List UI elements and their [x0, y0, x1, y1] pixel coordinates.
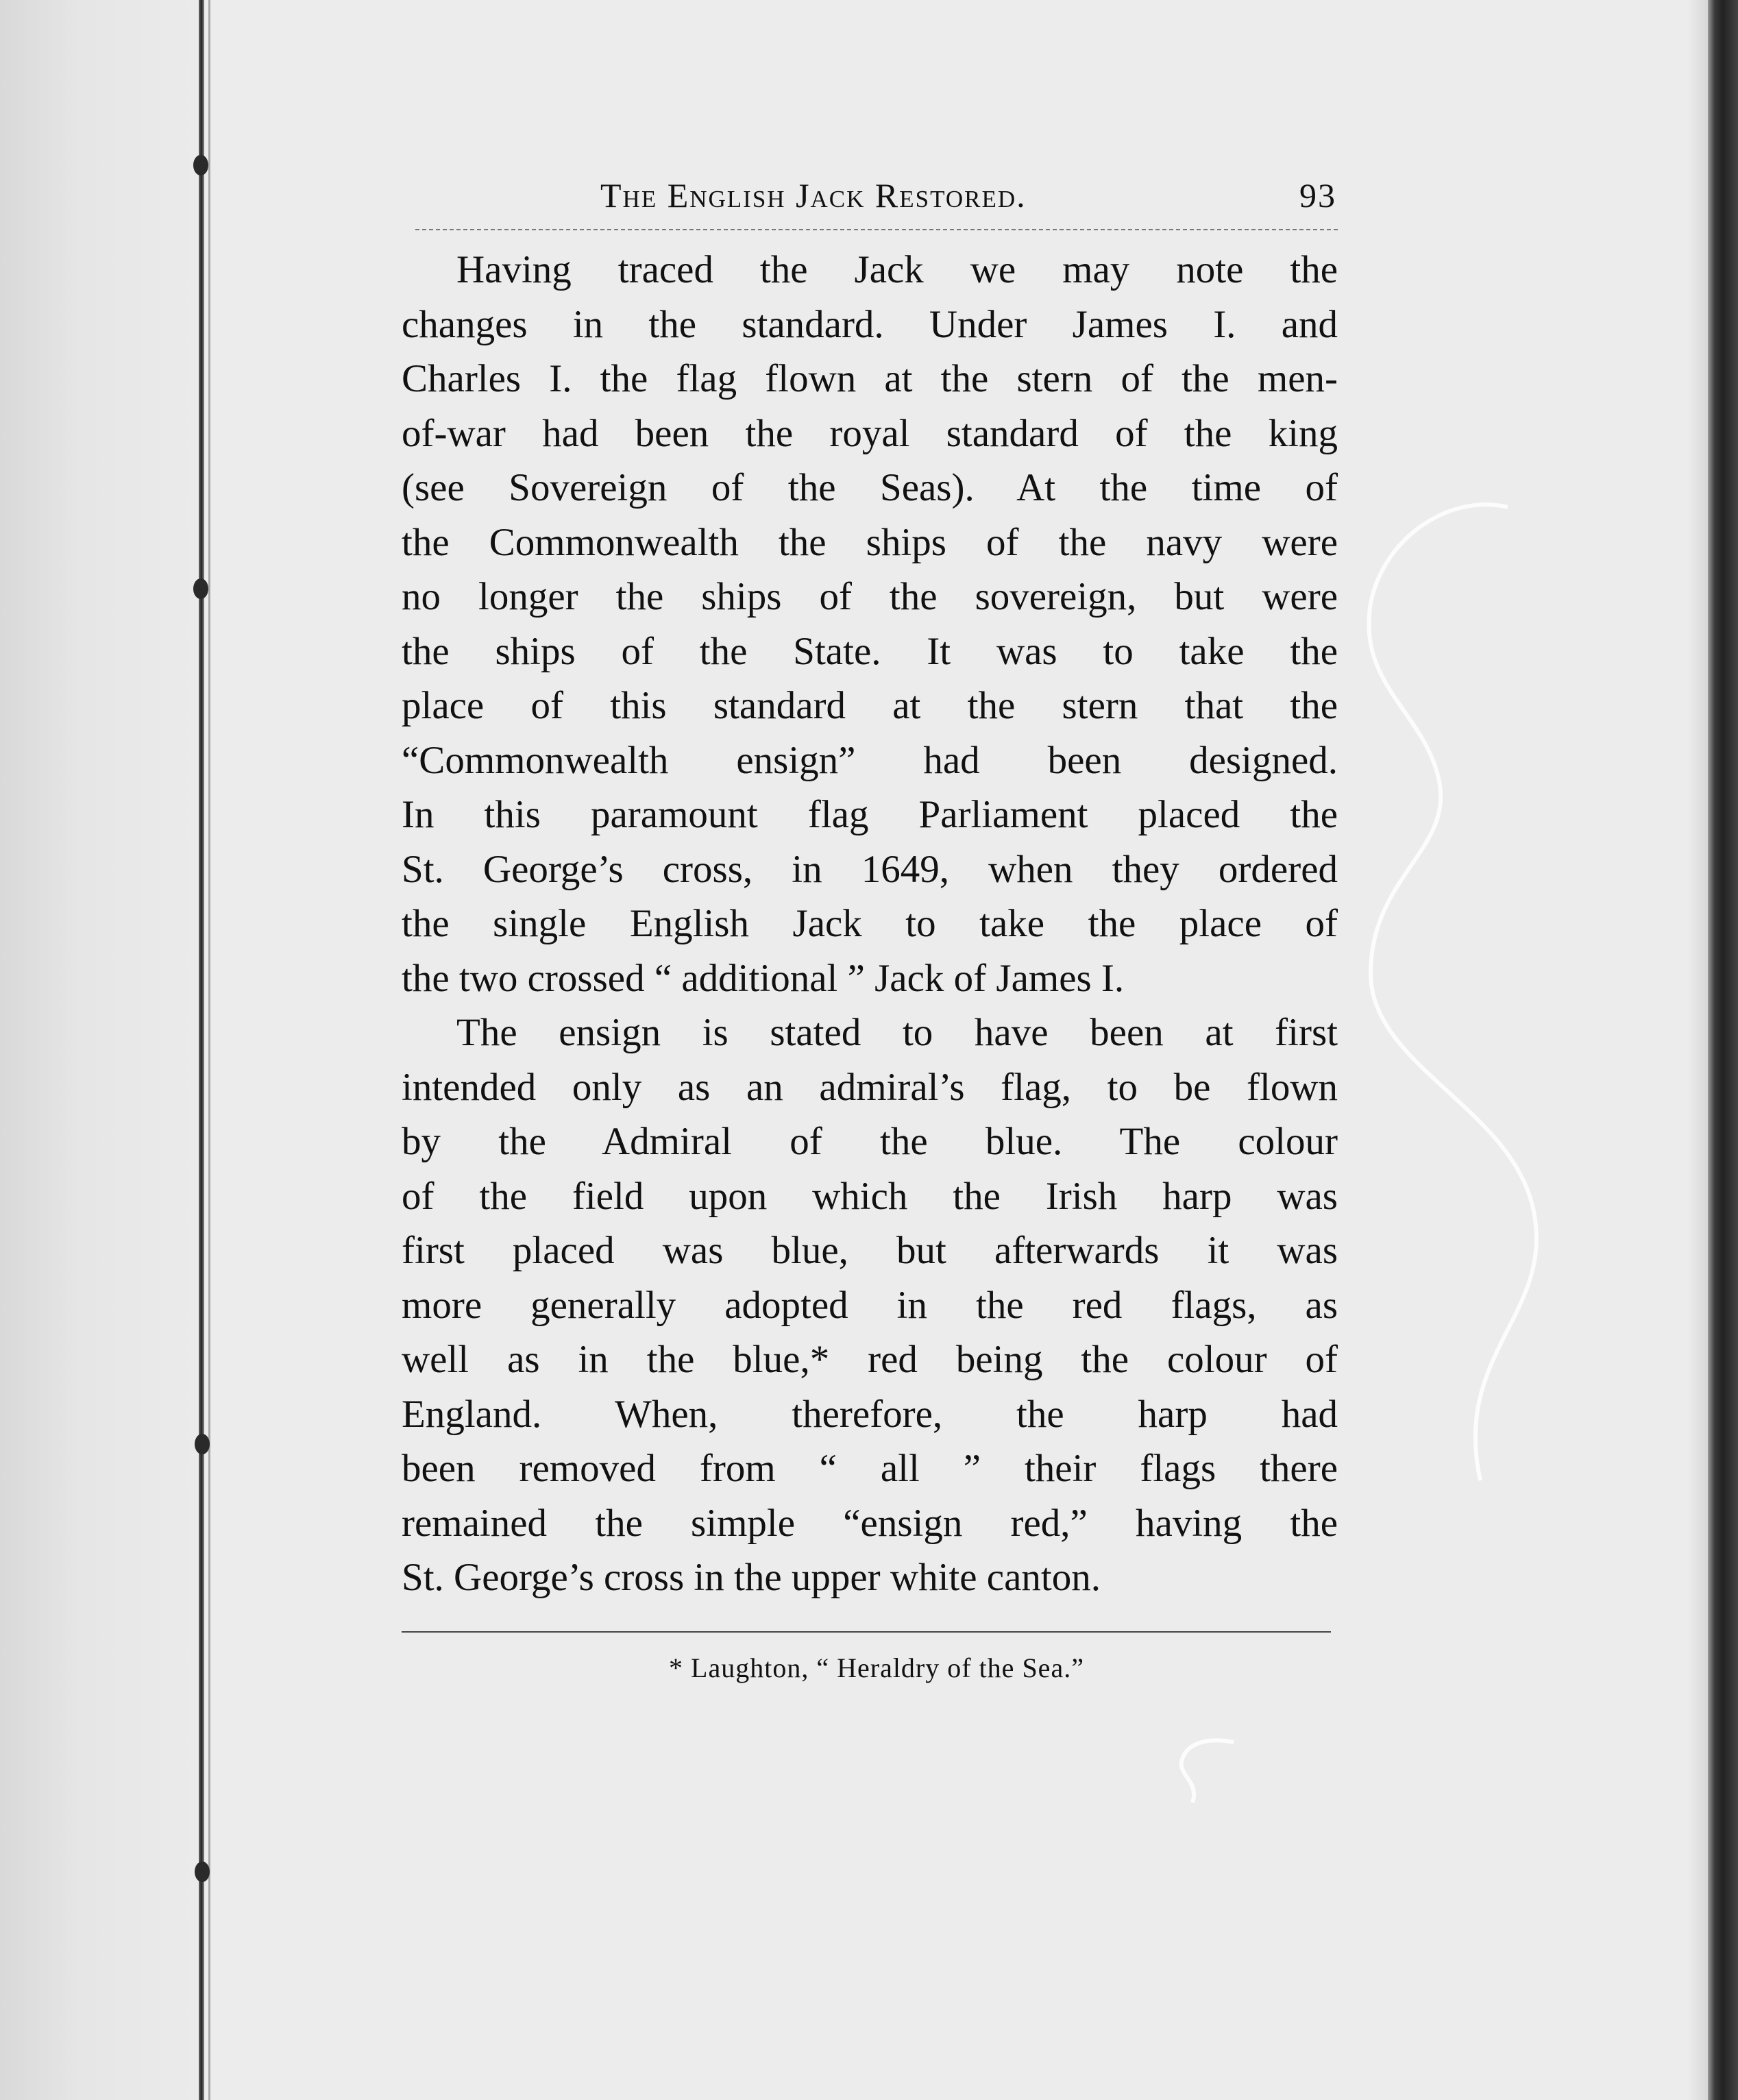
scan-right-edge [1708, 0, 1738, 2100]
text-line: the two crossed “ additional ” Jack of James I. [402, 956, 1125, 1000]
binding-stitch-mark [195, 1861, 210, 1882]
text-line: St. George’s cross in the upper white canton. [402, 1556, 1101, 1599]
binding-gutter [0, 0, 219, 2100]
text-line: the Commonwealth the ships of the navy were [402, 520, 1338, 564]
footnote-rule [402, 1631, 1331, 1633]
text-line: intended only as an admiral’s flag, to be flown [402, 1065, 1338, 1109]
margin-scribble [1343, 493, 1563, 1549]
binding-edge-line [199, 0, 204, 2100]
text-line: (see Sovereign of the Seas). At the time of [402, 466, 1338, 509]
running-head [402, 173, 1338, 218]
text-line: first placed was blue, but afterwards it was [402, 1229, 1338, 1272]
paragraph-2 [402, 1005, 1338, 1605]
text-line: more generally adopted in the red flags, as [402, 1283, 1338, 1327]
text-block [402, 173, 1338, 1684]
binding-stitch-mark [193, 155, 208, 175]
text-line: England. When, therefore, the harp had [402, 1392, 1338, 1436]
text-line: Having traced the Jack we may note the [456, 248, 1338, 291]
text-line: the ships of the State. It was to take the [402, 629, 1338, 673]
text-line: remained the simple “ensign red,” having the [402, 1501, 1338, 1545]
text-line: “Commonwealth ensign” had been designed. [402, 738, 1338, 782]
margin-scribble-small [1165, 1734, 1247, 1809]
binding-stitch-mark [195, 1434, 210, 1454]
text-line: the single English Jack to take the place of [402, 902, 1338, 945]
text-line: no longer the ships of the sovereign, but were [402, 575, 1338, 618]
page-number: 93 [1299, 176, 1336, 215]
binding-edge-highlight [208, 0, 210, 2100]
text-line: been removed from “ all ” their flags there [402, 1447, 1338, 1490]
text-line: by the Admiral of the blue. The colour [402, 1120, 1338, 1163]
text-line: changes in the standard. Under James I. and [402, 302, 1338, 346]
footnote: * Laughton, “ Heraldry of the Sea.” [669, 1652, 1084, 1683]
text-line: well as in the blue,* red being the colour of [402, 1338, 1338, 1381]
header-rule [415, 229, 1338, 230]
text-line: Charles I. the flag flown at the stern of the men- [402, 357, 1338, 400]
text-line: of-war had been the royal standard of the king [402, 411, 1338, 455]
text-line: St. George’s cross, in 1649, when they ordered [402, 847, 1338, 891]
text-line: place of this standard at the stern that the [402, 684, 1338, 727]
text-line: The ensign is stated to have been at first [456, 1011, 1338, 1054]
page-edge-shadow [1687, 0, 1708, 2100]
paragraph-1 [402, 243, 1338, 1005]
text-line: of the field upon which the Irish harp was [402, 1174, 1338, 1218]
text-line: In this paramount flag Parliament placed the [402, 793, 1338, 836]
binding-stitch-mark [193, 578, 208, 599]
running-title: The English Jack Restored. [600, 176, 1027, 215]
